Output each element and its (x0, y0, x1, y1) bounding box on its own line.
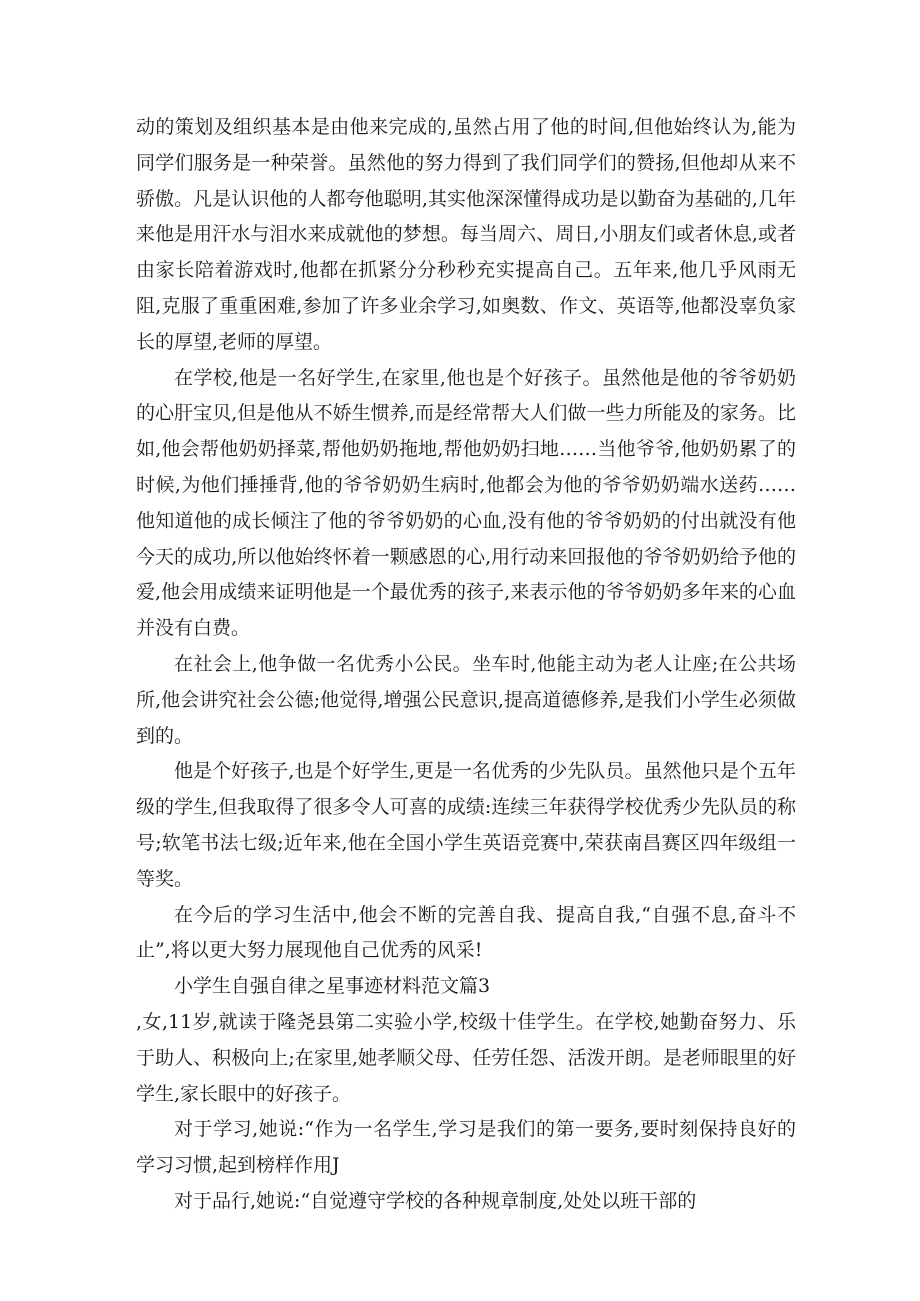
paragraph-5: 在今后的学习生活中,他会不断的完善自我、提高自我,“自强不息,奋斗不止”,将以更大努力展现他自己优秀的风采! (136, 903, 796, 962)
paragraph-1: 动的策划及组织基本是由他来完成的,虽然占用了他的时间,但他始终认为,能为同学们服务是一种荣誉。虽然他的努力得到了我们同学们的赞扬,但他却从来不骄傲。凡是认识他的人都夸他聪明,其实他深深懂得成功是以勤奋为基础的,几年来他是用汗水与泪水来成就他的梦想。每当周六、周日,小朋友们或者休息,或者由家长陪着游戏时,他都在抓紧分分秒秒充实提高自己。五年来,他几乎风雨无阻,克服了重重困难,参加了许多业余学习,如奥数、作文、英语等,他都没辜负家长的厚望,老师的厚望。 (136, 116, 796, 353)
paragraph-4: 他是个好孩子,也是个好学生,更是一名优秀的少先队员。虽然他只是个五年级的学生,但我取得了很多令人可喜的成绩:连续三年获得学校优秀少先队员的称号;软笔书法七级;近年来,他在全国小学生英语竞赛中,荣获南昌赛区四年级组一等奖。 (136, 760, 796, 890)
section-heading: 小学生自强自律之星事迹材料范文篇3 (174, 975, 491, 998)
paragraph-8: 对于品行,她说:“自觉遵守学校的各种规章制度,处处以班干部的 (174, 1189, 697, 1212)
paragraph-2: 在学校,他是一名好学生,在家里,他也是个好孩子。虽然他是他的爷爷奶奶的心肝宝贝,但是他从不娇生惯养,而是经常帮大人们做一些力所能及的家务。比如,他会帮他奶奶择菜,帮他奶奶拖地,帮他奶奶扫地……当他爷爷,他奶奶累了的时候,为他们捶捶背,他的爷爷奶奶生病时,他都会为他的爷爷奶奶端水送药……他知道他的成长倾注了他的爷爷奶奶的心血,没有他的爷爷奶奶的付出就没有他今天的成功,所以他始终怀着一颗感恩的心,用行动来回报他的爷爷奶奶给予他的爱,他会用成绩来证明他是一个最优秀的孩子,来表示他的爷爷奶奶多年来的心血并没有白费。 (136, 366, 796, 640)
paragraph-3: 在社会上,他争做一名优秀小公民。坐车时,他能主动为老人让座;在公共场所,他会讲究社会公德;他觉得,增强公民意识,提高道德修养,是我们小学生必须做到的。 (136, 652, 796, 747)
document-page (136, 110, 796, 1220)
paragraph-6: ,女,11岁,就读于隆尧县第二实验小学,校级十佳学生。在学校,她勤奋努力、乐于助人、积极向上;在家里,她孝顺父母、任劳任怨、活泼开朗。是老师眼里的好学生,家长眼中的好孩子。 (136, 1010, 796, 1105)
paragraph-7: 对于学习,她说:“作为一名学生,学习是我们的第一要务,要时刻保持良好的学习习惯,起到榜样作用J (136, 1118, 796, 1177)
